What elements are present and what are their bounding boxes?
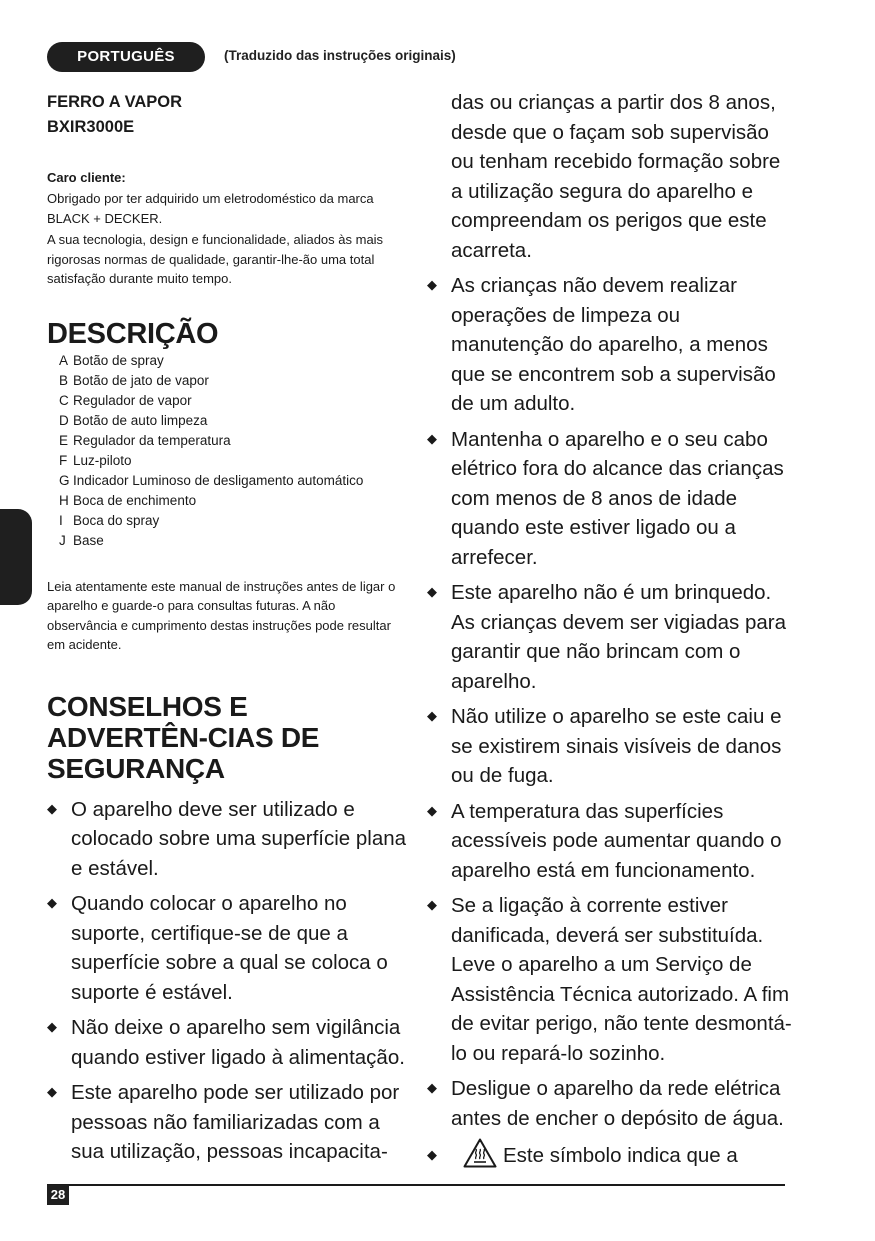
part-item: D Botão de auto limpeza: [59, 412, 208, 428]
translation-note: (Traduzido das instruções originais): [224, 48, 456, 63]
diamond-bullet-icon: ◆: [47, 1019, 57, 1034]
part-item: G Indicador Luminoso de desligamento automático: [59, 472, 364, 488]
safety-item-symbol: ◆ Este símbolo indica que a: [427, 1138, 795, 1171]
diamond-bullet-icon: ◆: [47, 1084, 57, 1099]
language-badge: PORTUGUÊS: [47, 42, 205, 72]
safety-continuation: das ou crianças a partir dos 8 anos, desde que o façam sob supervisão ou tenham recebido formação sobre a utilização segura do aparelho e compreendam os perigos que este acarreta.: [451, 91, 781, 262]
part-item: H Boca de enchimento: [59, 492, 197, 508]
diamond-bullet-icon: ◆: [47, 800, 57, 816]
diamond-bullet-icon: ◆: [427, 708, 437, 723]
safety-item: ◆ Este aparelho pode ser utilizado por pessoas não familiarizadas com a sua utilização, pessoas incapacita-: [47, 1077, 407, 1167]
safety-item: ◆ Não utilize o aparelho se este caiu e se existirem sinais visíveis de danos ou de fuga.: [427, 701, 795, 791]
diamond-bullet-icon: ◆: [47, 895, 57, 910]
safety-item: ◆ Não deixe o aparelho sem vigilância quando estiver ligado à alimentação.: [47, 1012, 407, 1072]
diamond-bullet-icon: ◆: [427, 1080, 437, 1095]
safety-item: ◆ O aparelho deve ser utilizado e colocado sobre uma superfície plana e estável.: [47, 794, 407, 884]
safety-item: ◆ Desligue o aparelho da rede elétrica antes de encher o depósito de água.: [427, 1073, 795, 1133]
safety-list-left: [47, 794, 407, 1167]
footer-rule: [47, 1184, 785, 1186]
safety-item: ◆ A temperatura das superfícies acessíveis pode aumentar quando o aparelho está em funcionamento.: [427, 796, 795, 886]
diamond-bullet-icon: ◆: [427, 584, 437, 599]
read-instructions-note: Leia atentamente este manual de instruções antes de ligar o aparelho e guarde-o para consultas futuras. A não observância e cumprimento destas instruções pode resultar em acidente.: [47, 578, 396, 652]
safety-list-right: [427, 270, 795, 1171]
safety-title: CONSELHOS E ADVERTÊN-CIAS DE SEGURANÇA: [47, 690, 320, 784]
part-item: F Luz-piloto: [59, 452, 132, 468]
part-item: B Botão de jato de vapor: [59, 372, 209, 388]
safety-item: ◆ Se a ligação à corrente estiver danificada, deverá ser substituída. Leve o aparelho a um Serviço de Assistência Técnica autorizado. A fim de evitar perigo, não tente desmontá-lo ou repará-lo sozinho.: [427, 890, 795, 1068]
safety-item: ◆ As crianças não devem realizar operações de limpeza ou manutenção do aparelho, a menos que se encontrem sob a supervisão de um adulto.: [427, 270, 795, 419]
product-model: BXIR3000E: [47, 118, 135, 136]
safety-item: ◆ Quando colocar o aparelho no suporte, certifique-se de que a superfície sobre a qual se coloca o suporte é estável.: [47, 888, 407, 1007]
diamond-bullet-icon: ◆: [427, 1147, 437, 1162]
intro-paragraph-1: Obrigado por ter adquirido um eletrodoméstico da marca BLACK + DECKER.: [47, 191, 374, 226]
product-name: FERRO A VAPOR: [47, 93, 183, 111]
diamond-bullet-icon: ◆: [427, 802, 437, 818]
diamond-bullet-icon: ◆: [427, 897, 437, 912]
safety-item: ◆ Mantenha o aparelho e o seu cabo elétrico fora do alcance das crianças com menos de 8 anos de idade quando este estiver ligado ou a arrefecer.: [427, 424, 795, 573]
side-language-tab: [0, 509, 32, 605]
diamond-bullet-icon: ◆: [427, 277, 437, 292]
part-item: C Regulador de vapor: [59, 392, 192, 408]
page-number: 28: [47, 1185, 69, 1205]
diamond-bullet-icon: ◆: [427, 430, 437, 446]
left-column: [47, 90, 407, 1172]
hot-surface-warning-icon: [463, 1138, 497, 1168]
part-item: J Base: [59, 532, 104, 548]
parts-list: [47, 351, 407, 551]
part-item: I Boca do spray: [59, 512, 160, 528]
intro-paragraph-2: A sua tecnologia, design e funcionalidade, aliados às mais rigorosas normas de qualidade, garantir-lhe-ão uma total satisfação durante muito tempo.: [47, 232, 384, 286]
right-column: [427, 88, 795, 1176]
greeting: Caro cliente:: [47, 170, 126, 185]
part-item: E Regulador da temperatura: [59, 432, 231, 448]
part-item: A Botão de spray: [59, 352, 164, 368]
description-title: DESCRIÇÃO: [47, 317, 219, 350]
safety-item: ◆ Este aparelho não é um brinquedo. As crianças devem ser vigiadas para garantir que não brincam com o aparelho.: [427, 577, 795, 696]
